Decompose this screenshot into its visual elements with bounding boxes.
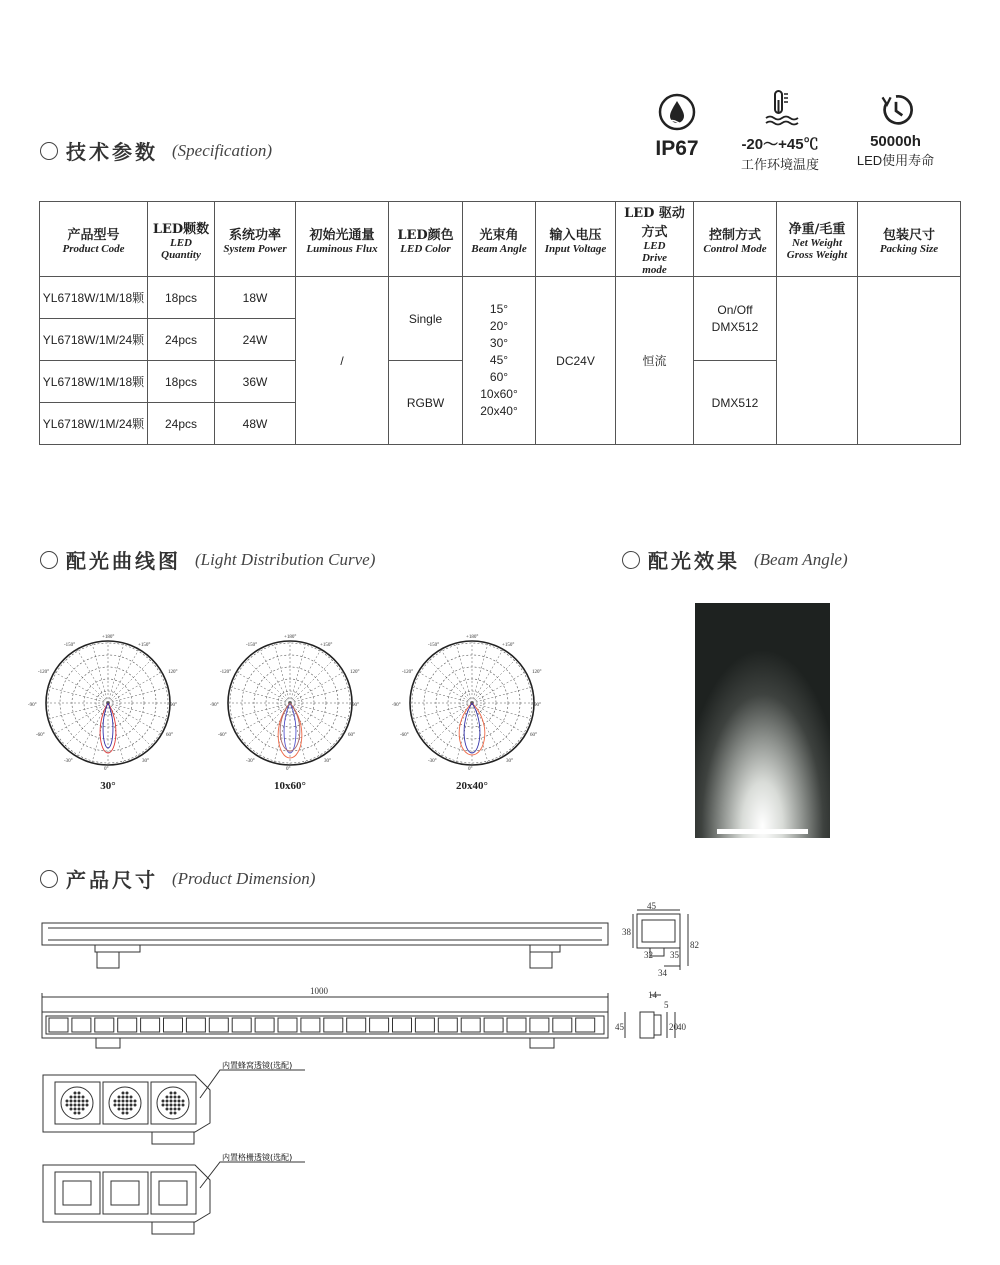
svg-text:+180°: +180° xyxy=(102,635,115,640)
dimension-section-title: 产品尺寸 (Product Dimension) xyxy=(40,864,315,893)
spec-section-title: 技术参数 (Specification) xyxy=(40,136,272,165)
svg-text:45: 45 xyxy=(615,1022,624,1032)
svg-text:120°: 120° xyxy=(532,670,542,675)
cell-qty: 18pcs xyxy=(148,361,215,403)
cell-code: YL6718W/1M/24颗 xyxy=(40,403,148,445)
cell-code: YL6718W/1M/18颗 xyxy=(40,361,148,403)
cell-qty: 24pcs xyxy=(148,319,215,361)
svg-text:-30°: -30° xyxy=(246,759,255,764)
svg-text:-60°: -60° xyxy=(36,733,45,738)
polar-caption: 20x40° xyxy=(456,780,488,792)
water-drop-icon xyxy=(657,92,697,132)
svg-text:-60°: -60° xyxy=(400,733,409,738)
svg-text:5: 5 xyxy=(664,1000,669,1010)
cell-power: 18W xyxy=(215,277,296,319)
cell-power: 48W xyxy=(215,403,296,445)
cell-control-2: DMX512 xyxy=(694,361,777,445)
temperature-badge xyxy=(730,88,830,173)
thermometer-icon xyxy=(760,88,800,128)
svg-text:-120°: -120° xyxy=(220,670,232,675)
svg-text:82: 82 xyxy=(690,940,699,950)
table-header-row xyxy=(40,202,961,277)
svg-text:-120°: -120° xyxy=(38,670,50,675)
svg-text:-90°: -90° xyxy=(392,703,401,708)
svg-text:-150°: -150° xyxy=(428,643,440,648)
svg-text:60°: 60° xyxy=(166,733,173,738)
svg-text:35: 35 xyxy=(670,950,679,960)
honeycomb-lens-note: 内置蜂窝透镜(选配) xyxy=(222,1061,293,1070)
beam-section-title: 配光效果 (Beam Angle) xyxy=(622,545,848,574)
svg-text:30°: 30° xyxy=(506,759,513,764)
lifetime-badge xyxy=(848,92,943,169)
cell-power: 24W xyxy=(215,319,296,361)
grille-lens-note: 内置格栅透镜(选配) xyxy=(222,1153,293,1162)
svg-text:-150°: -150° xyxy=(246,643,258,648)
header-system-power: 系统功率 System Power xyxy=(215,202,296,277)
svg-text:45: 45 xyxy=(647,901,656,911)
cell-qty: 24pcs xyxy=(148,403,215,445)
cell-weight xyxy=(777,277,858,445)
polar-diagram-20x40 xyxy=(392,628,545,778)
cell-code: YL6718W/1M/18颗 xyxy=(40,277,148,319)
product-drawing xyxy=(0,900,720,1245)
svg-text:38: 38 xyxy=(622,927,631,937)
svg-text:40: 40 xyxy=(677,1022,686,1032)
bullet-circle-icon xyxy=(40,870,58,888)
svg-text:30°: 30° xyxy=(324,759,331,764)
curve-section-title: 配光曲线图 (Light Distribution Curve) xyxy=(40,545,375,574)
table-row xyxy=(40,277,961,319)
cell-flux: / xyxy=(296,277,389,445)
polar-caption: 10x60° xyxy=(274,780,306,792)
lifetime-value: 50000h xyxy=(870,133,921,150)
polar-caption: 30° xyxy=(100,780,116,792)
header-beam-angle: 光束角 Beam Angle xyxy=(463,202,536,277)
cell-code: YL6718W/1M/24颗 xyxy=(40,319,148,361)
clock-icon xyxy=(876,92,916,128)
svg-text:+150°: +150° xyxy=(138,643,151,648)
header-luminous-flux: 初始光通量 Luminous Flux xyxy=(296,202,389,277)
beam-effect-photo xyxy=(695,603,830,838)
svg-text:60°: 60° xyxy=(530,733,537,738)
svg-text:90°: 90° xyxy=(352,703,359,708)
spec-table xyxy=(39,201,961,445)
cell-color-rgbw: RGBW xyxy=(389,361,463,445)
svg-text:-150°: -150° xyxy=(64,643,76,648)
svg-text:-90°: -90° xyxy=(210,703,219,708)
svg-text:+180°: +180° xyxy=(284,635,297,640)
svg-text:120°: 120° xyxy=(350,670,360,675)
svg-text:30°: 30° xyxy=(142,759,149,764)
bullet-circle-icon xyxy=(40,551,58,569)
cell-color-single: Single xyxy=(389,277,463,361)
svg-text:20: 20 xyxy=(669,1022,678,1032)
cell-control-1: On/Off DMX512 xyxy=(694,277,777,361)
header-packing-size: 包装尺寸 Packing Size xyxy=(858,202,961,277)
cell-packing xyxy=(858,277,961,445)
lifetime-label: LED使用寿命 xyxy=(856,153,935,168)
temperature-range: -20～+45℃ xyxy=(741,136,819,153)
svg-text:+180°: +180° xyxy=(466,635,479,640)
svg-text:-90°: -90° xyxy=(28,703,37,708)
svg-text:90°: 90° xyxy=(534,703,541,708)
svg-text:90°: 90° xyxy=(170,703,177,708)
temperature-label: 工作环境温度 xyxy=(740,157,819,172)
cell-drive: 恒流 xyxy=(616,277,694,445)
ip67-badge xyxy=(647,92,707,161)
header-product-code: 产品型号 Product Code xyxy=(40,202,148,277)
cell-beam-angles: 15° 20° 30° 45° 60° 10x60° 20x40° xyxy=(463,277,536,445)
svg-text:32: 32 xyxy=(644,950,653,960)
bullet-circle-icon xyxy=(40,142,58,160)
ip-rating: IP67 xyxy=(655,137,699,160)
polar-diagram-10x60 xyxy=(210,628,363,778)
svg-text:+150°: +150° xyxy=(320,643,333,648)
svg-text:-30°: -30° xyxy=(428,759,437,764)
svg-text:-60°: -60° xyxy=(218,733,227,738)
header-led-color: LED颜色 LED Color xyxy=(389,202,463,277)
polar-diagram-30 xyxy=(28,628,181,778)
svg-text:+150°: +150° xyxy=(502,643,515,648)
header-control-mode: 控制方式 Control Mode xyxy=(694,202,777,277)
svg-text:60°: 60° xyxy=(348,733,355,738)
svg-text:14: 14 xyxy=(648,990,657,1000)
svg-text:0°: 0° xyxy=(468,767,473,772)
svg-text:-120°: -120° xyxy=(402,670,414,675)
svg-text:0°: 0° xyxy=(286,767,291,772)
cell-voltage: DC24V xyxy=(536,277,616,445)
bullet-circle-icon xyxy=(622,551,640,569)
cell-qty: 18pcs xyxy=(148,277,215,319)
svg-text:0°: 0° xyxy=(104,767,109,772)
cell-power: 36W xyxy=(215,361,296,403)
header-led-quantity: LED颗数 LED Quantity xyxy=(148,202,215,277)
svg-text:120°: 120° xyxy=(168,670,178,675)
header-input-voltage: 输入电压 Input Voltage xyxy=(536,202,616,277)
svg-text:-30°: -30° xyxy=(64,759,73,764)
length-label: 1000 xyxy=(310,986,328,996)
svg-text:34: 34 xyxy=(658,968,667,978)
header-drive-mode: LED 驱动方式 LED Drive mode xyxy=(616,202,694,277)
header-weight: 净重/毛重 Net Weight Gross Weight xyxy=(777,202,858,277)
